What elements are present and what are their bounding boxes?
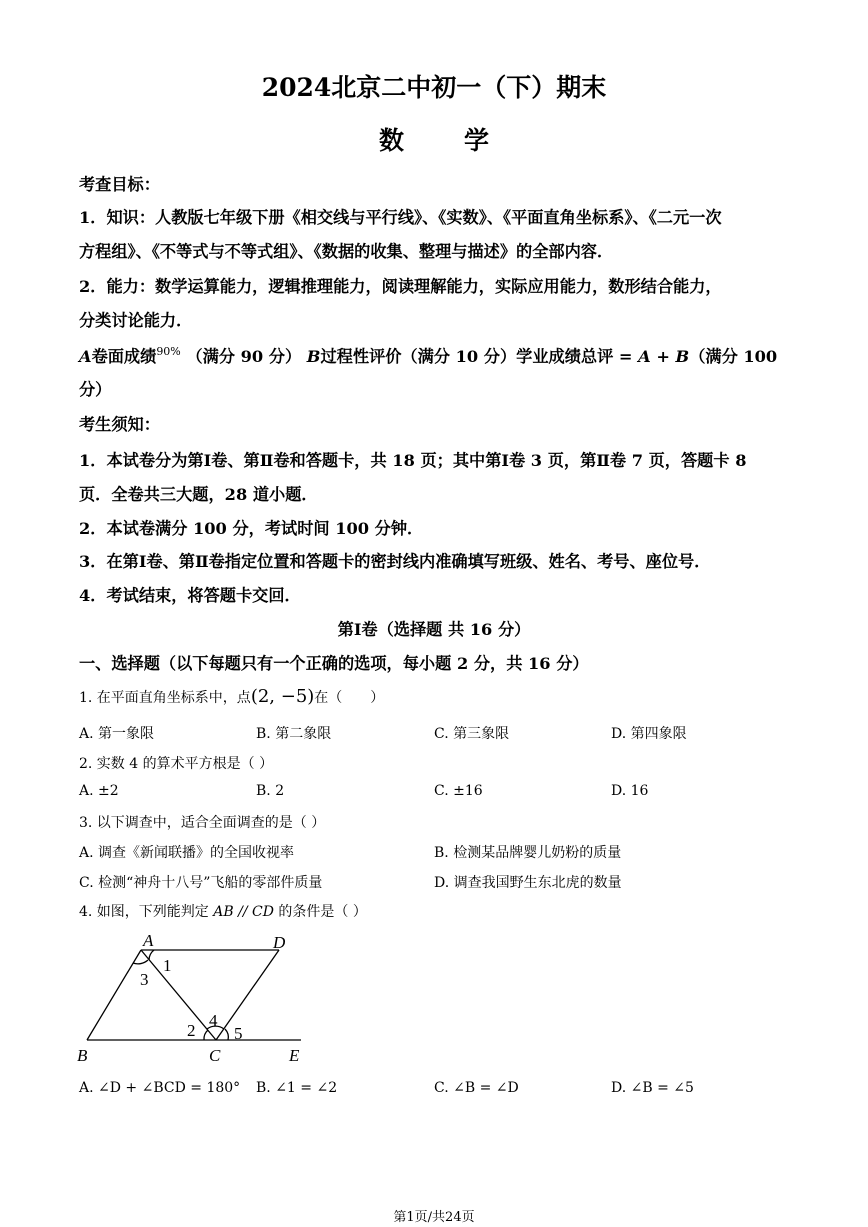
q4-option-a: A. ∠D + ∠BCD = 180° <box>79 1080 241 1096</box>
label-d: D <box>273 933 286 952</box>
label-angle-2: 2 <box>187 1021 196 1040</box>
angle-2-arc <box>204 1030 208 1040</box>
question-4-relation: AB // CD <box>213 904 274 920</box>
notice-1-line-2: 页．全卷共三大题，28 道小题． <box>79 485 318 504</box>
question-4-blank: 的条件是（ ） <box>278 904 367 920</box>
grade-a-text: 卷面成绩 <box>91 347 157 366</box>
label-c: C <box>209 1046 221 1065</box>
q3-option-c: C. 检测“神舟十八号”飞船的零部件质量 <box>79 875 323 891</box>
question-1-point: (2, −5) <box>250 686 315 707</box>
question-3: 3. 以下调查中，适合全面调查的是（ ） <box>79 815 326 831</box>
q1-option-d: D. 第四象限 <box>611 726 687 742</box>
objective-1-line-2: 方程组》、《不等式与不等式组》、《数据的收集、整理与描述》的全部内容． <box>79 242 614 261</box>
angle-5-arc <box>225 1029 228 1040</box>
q4-option-c: C. ∠B = ∠D <box>434 1080 519 1096</box>
angle-1-arc <box>149 950 154 960</box>
question-4 <box>79 901 367 921</box>
line-ac <box>141 950 216 1040</box>
q1-option-a: A. 第一象限 <box>79 726 155 742</box>
grade-sum: A + B <box>638 347 690 366</box>
q2-option-a: A. ±2 <box>79 783 119 799</box>
q2-option-b: B. 2 <box>256 783 285 799</box>
line-dc <box>216 950 279 1040</box>
objective-1-line-1: 1．知识：人教版七年级下册《相交线与平行线》、《实数》、《平面直角坐标系》、《二元一次 <box>79 208 722 227</box>
document-title: 2024北京二中初一（下）期末 <box>261 73 607 102</box>
q3-option-a: A. 调查《新闻联播》的全国收视率 <box>79 845 295 861</box>
part-1-heading: 第Ⅰ卷（选择题 共 16 分） <box>337 620 531 639</box>
page-footer: 第1页/共24页 <box>393 1210 475 1225</box>
q3-option-d: D. 调查我国野生东北虎的数量 <box>434 875 622 891</box>
section-1-heading: 一、选择题（以下每题只有一个正确的选项，每小题 2 分，共 16 分） <box>79 654 589 673</box>
q3-option-b: B. 检测某品牌婴儿奶粉的质量 <box>434 845 622 861</box>
subject-title: 数学 <box>378 126 549 155</box>
objective-2-line-2: 分类讨论能力． <box>79 311 193 330</box>
q4-option-d: D. ∠B = ∠5 <box>611 1080 694 1096</box>
label-angle-1: 1 <box>163 956 172 975</box>
notice-3: 3．在第Ⅰ卷、第Ⅱ卷指定位置和答题卡的密封线内准确填写班级、姓名、考号、座位号． <box>79 552 711 571</box>
q4-option-b: B. ∠1 = ∠2 <box>256 1080 338 1096</box>
label-a: A <box>143 931 154 950</box>
grading-line <box>79 343 777 367</box>
geometry-figure <box>70 925 320 1070</box>
label-e: E <box>289 1046 300 1065</box>
grade-a-full: （满分 90 分） <box>186 347 302 366</box>
q1-option-b: B. 第二象限 <box>256 726 332 742</box>
grading-line-2: 分） <box>79 380 112 399</box>
notice-1-line-1: 1．本试卷分为第Ⅰ卷、第Ⅱ卷和答题卡，共 18 页；其中第Ⅰ卷 3 页，第Ⅱ卷 7 页，答题卡 8 <box>79 451 747 470</box>
q2-option-d: D. 16 <box>611 783 649 799</box>
question-1-blank: 在（ ） <box>314 690 385 706</box>
notice-heading: 考生须知： <box>79 415 160 434</box>
grade-total: （满分 100 <box>689 347 778 366</box>
question-2: 2. 实数 4 的算术平方根是（ ） <box>79 756 274 772</box>
objective-2-line-1: 2．能力：数学运算能力，逻辑推理能力，阅读理解能力，实际应用能力，数形结合能力， <box>79 277 722 296</box>
notice-4: 4．考试结束，将答题卡交回． <box>79 586 301 605</box>
grade-percent: 90% <box>156 345 181 358</box>
notice-2: 2．本试卷满分 100 分，考试时间 100 分钟． <box>79 519 424 538</box>
q2-option-c: C. ±16 <box>434 783 483 799</box>
question-1 <box>79 686 384 707</box>
grade-a-symbol: A <box>79 347 92 366</box>
grade-b-text: 过程性评价（满分 10 分）学业成绩总评 = <box>320 347 639 366</box>
q1-option-c: C. 第三象限 <box>434 726 510 742</box>
label-b: B <box>77 1046 88 1065</box>
question-1-stem: 1. 在平面直角坐标系中，点 <box>79 690 251 706</box>
grade-b-symbol: B <box>306 347 321 366</box>
label-angle-3: 3 <box>140 970 149 989</box>
label-angle-5: 5 <box>234 1024 243 1043</box>
label-angle-4: 4 <box>209 1011 218 1030</box>
question-4-stem: 4. 如图，下列能判定 <box>79 904 209 920</box>
objectives-heading: 考查目标： <box>79 175 160 194</box>
